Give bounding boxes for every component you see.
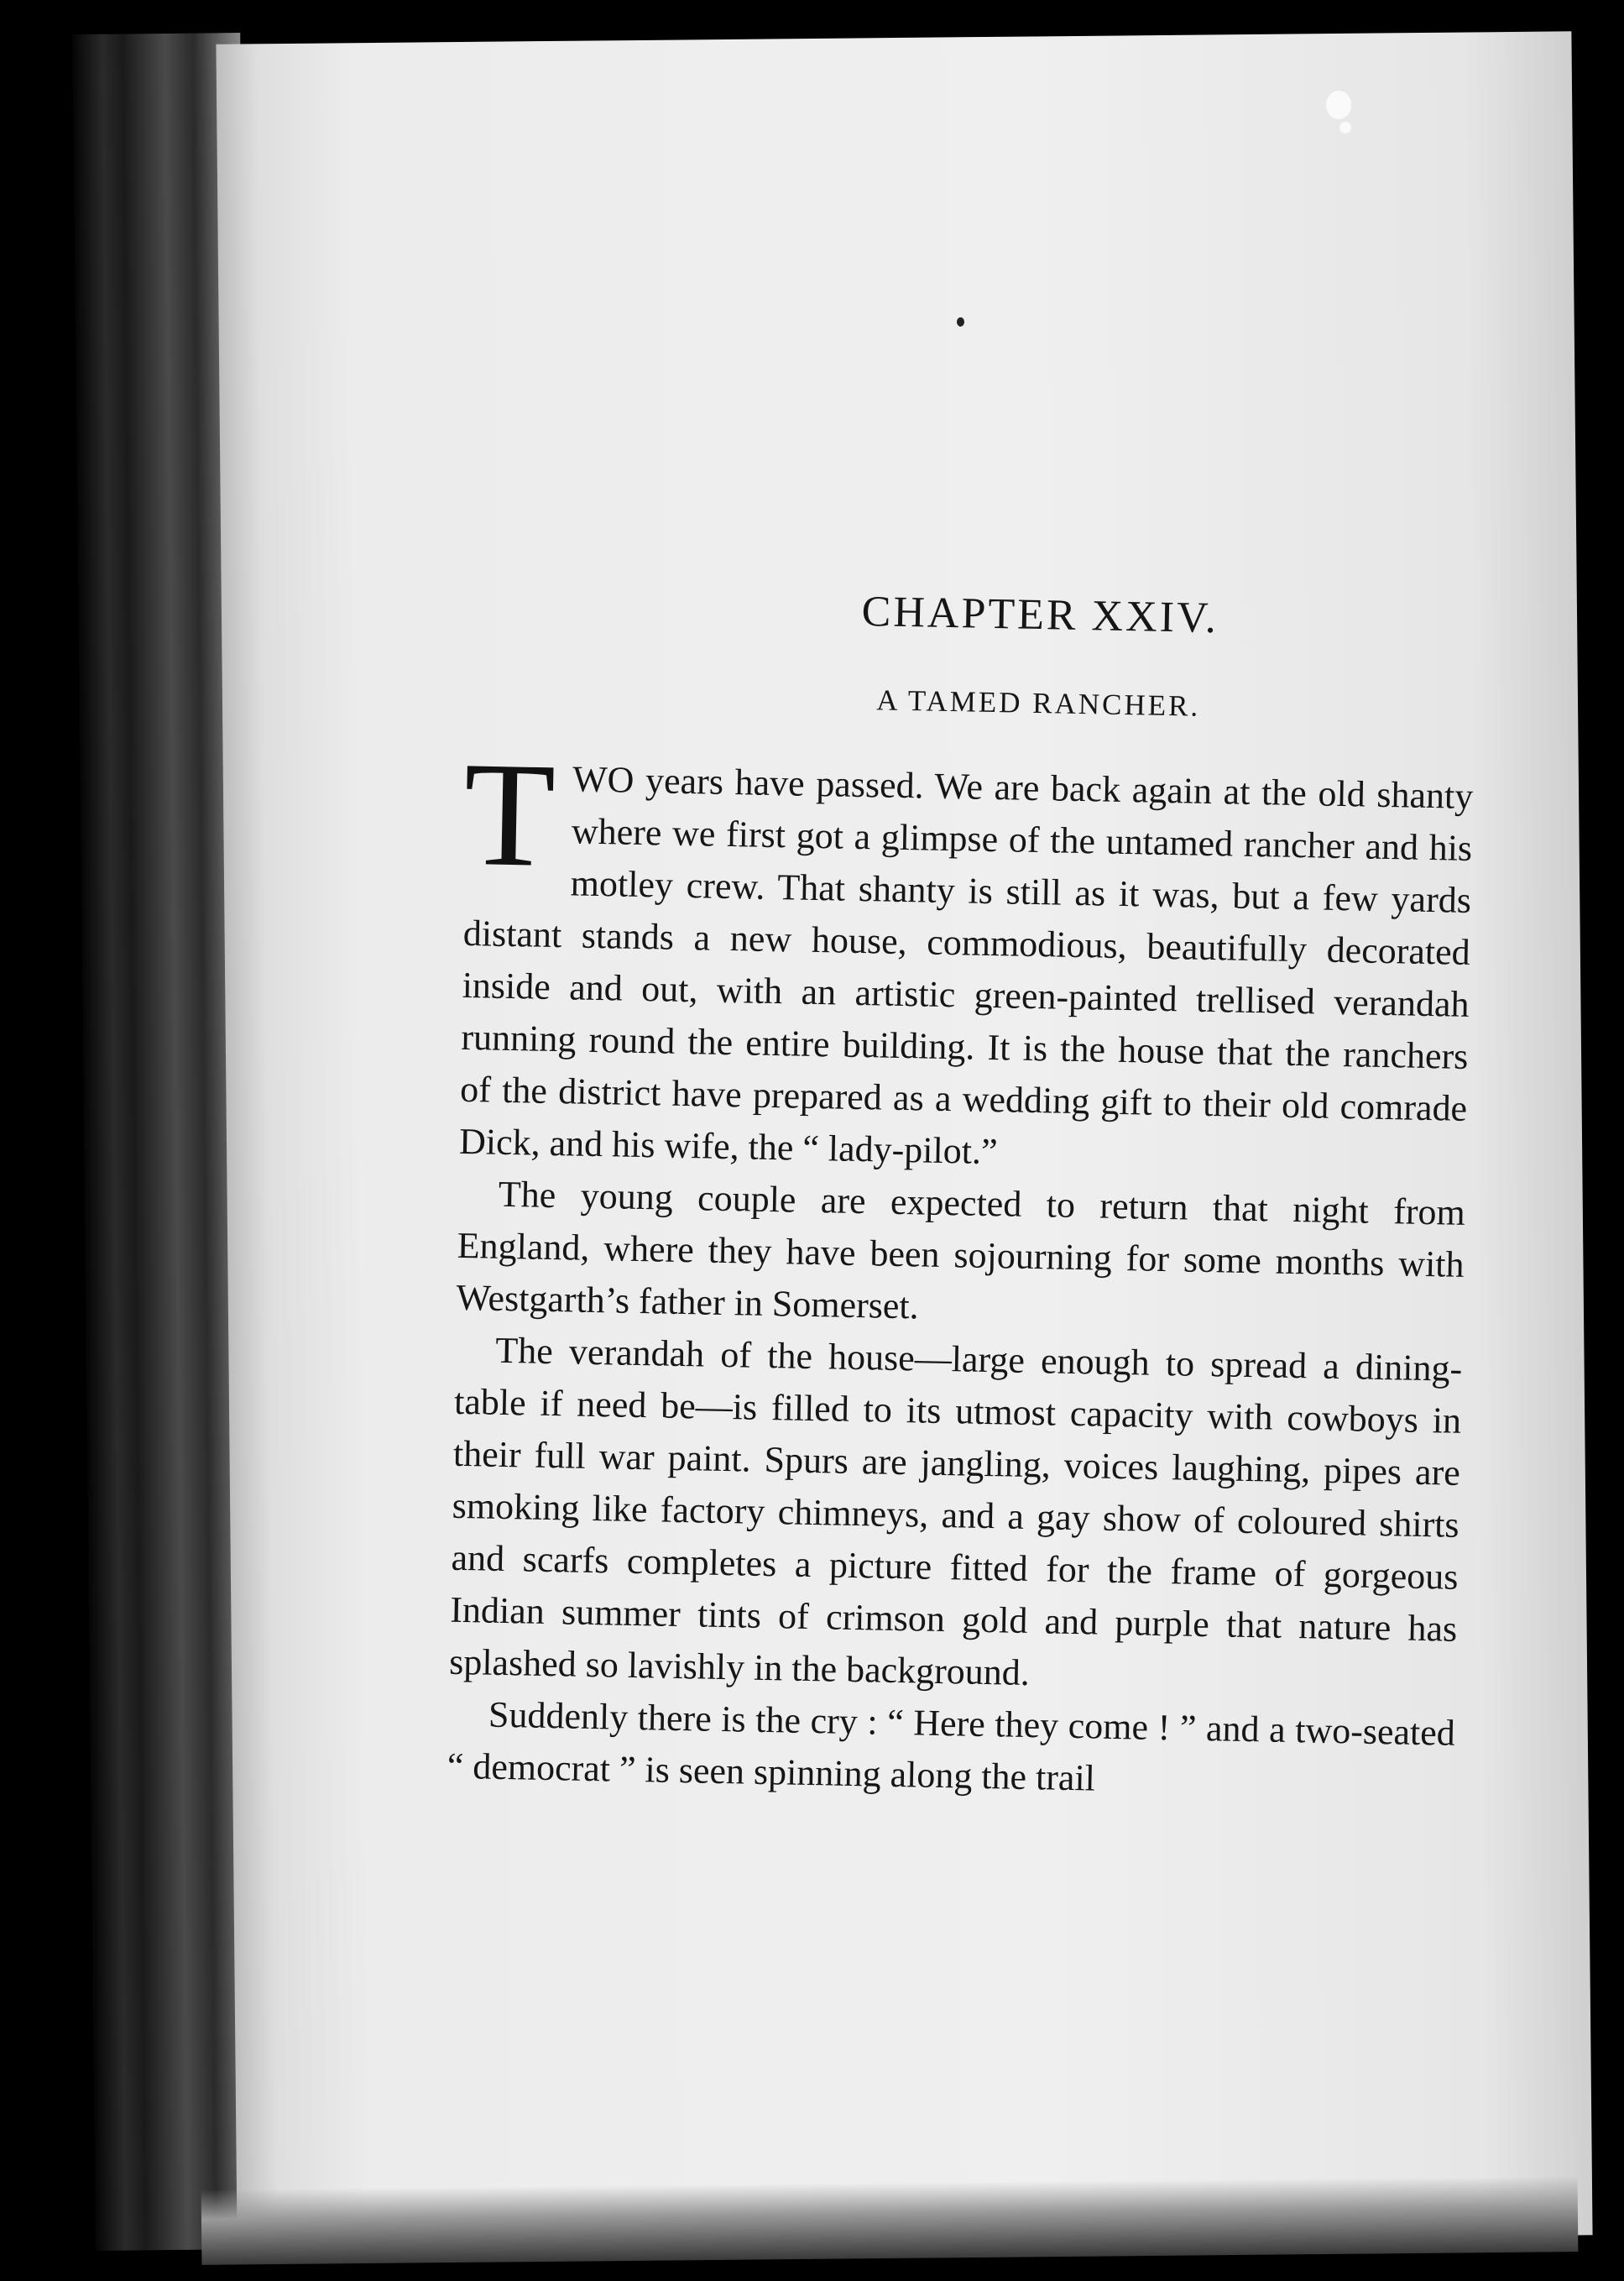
chapter-subtitle: A TAMED RANCHER.	[876, 683, 1201, 723]
paragraph-3: The verandah of the house—large enough to spread a dining-table if need be—is filled to its utmost capacity with cowboys in their full war paint. Spurs are jangling, voices laughing, pipes are smoking like factory chimneys, and a gay show of coloured shirts and scarfs completes a picture fitted for the frame of gorgeous Indian summer tints of crimson gold and purple that nature has splashed so lavishly in the background.	[448, 1329, 1463, 1694]
paragraph-2: The young couple are expected to return that night from England, where they have been sojourning for some months with Westgarth’s father in Somerset.	[456, 1173, 1466, 1327]
paper-speck	[1339, 122, 1351, 133]
ink-dot	[957, 317, 964, 327]
page-bottom-edge	[201, 2176, 1579, 2265]
paper-speck	[1326, 91, 1351, 119]
drop-cap: T	[462, 730, 557, 898]
page-text	[446, 579, 1477, 1812]
chapter-heading: CHAPTER XXIV.	[861, 587, 1219, 643]
paragraph-1-text: WO years have passed. We are back again at the old shanty where we first got a glimpse of the untamed rancher and his motley crew. That shanty is still as it was, but a few yards distant stands a new house, commodious, beautifully decorated inside and out, with an artistic green-painted trellised verandah running round the entire building. It is the house that the ranchers of the district have prepared as a wedding gift to their old comrade Dick, and his wife, the “ lady-pilot.”	[458, 758, 1474, 1173]
paragraph-1	[458, 730, 1474, 1187]
paragraph-4: Suddenly there is the cry : “ Here they come ! ” and a two-seated “ democrat ” is seen spinning along the trail	[446, 1693, 1456, 1799]
